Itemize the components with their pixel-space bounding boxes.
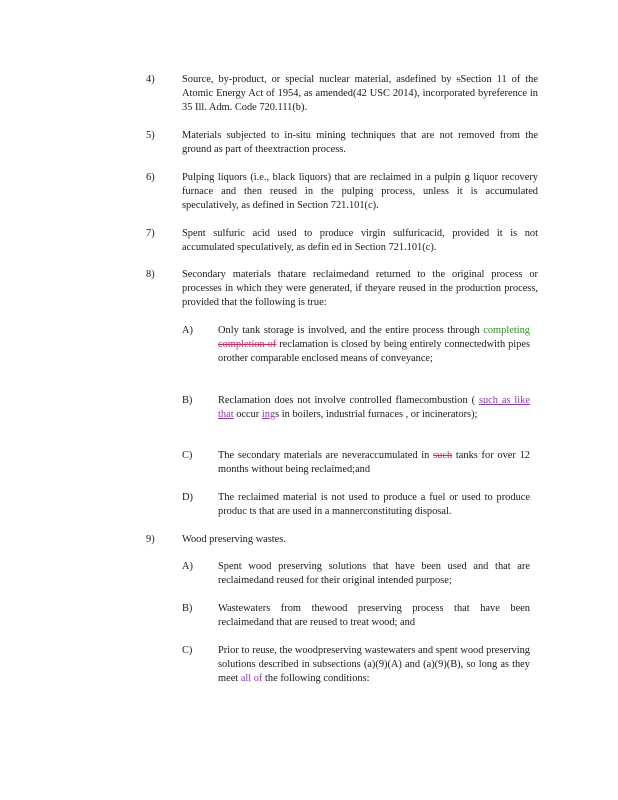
item-text: Wastewaters from thewood preserving process that have been reclaimedand that are reused to treat wood; and: [218, 603, 530, 628]
item-text-part: Section 11 of the Atomic Energy Act of 1954, as amended(42 USC 2014), incorporated byreference in 35 Ill. Adm. Code 720.111(b).: [182, 74, 538, 113]
item-number: 7): [146, 228, 155, 239]
item-text-part: reclamation is closed by being entirely connectedwith pipes orother comparable enclosed means of conveyance;: [218, 339, 530, 364]
inserted-text: ing: [261, 409, 276, 420]
item-number: D): [182, 492, 193, 503]
item-text: Spent sulfuric acid used to produce virgin sulfuricacid, provided it is not accumulated speculatively, as defin ed in Section 721.101(c).: [182, 228, 538, 253]
item-text-part: Source, by-product, or special nuclear material, asdefined by: [182, 74, 457, 85]
item-text: The reclaimed material is not used to produce a fuel or used to produce produc ts that are used in a mannerconstituting disposal.: [218, 492, 530, 517]
item-text: Secondary materials thatare reclaimedand returned to the original process or processes in which they were generated, if theyare reused in the production process, provided that the following is true:: [182, 269, 538, 308]
item-text-part: occur: [233, 409, 262, 420]
item-text: [218, 449, 530, 477]
item-number: B): [182, 395, 193, 406]
item-text-part: s in boilers, industrial furnaces , or incinerators);: [275, 409, 478, 420]
deleted-text: s: [456, 74, 461, 85]
item-text: Materials subjected to in-situ mining techniques that are not removed from the ground as part of theextraction process.: [182, 130, 538, 155]
item-number: 9): [146, 534, 155, 545]
item-text: [218, 324, 530, 366]
inserted-text: all of: [240, 673, 263, 684]
deleted-text: completion of: [218, 339, 277, 350]
item-number: A): [182, 561, 193, 572]
item-number: 5): [146, 130, 155, 141]
item-text-part: tanks for over 12 months without being reclaimed;and: [218, 450, 530, 475]
item-text: [218, 394, 530, 422]
deleted-text: such: [433, 450, 453, 461]
item-number: 4): [146, 74, 155, 85]
item-text-part: Reclamation does not involve controlled flamecombustion (: [218, 395, 479, 406]
inserted-text: completing: [483, 325, 530, 336]
item-text: [218, 644, 530, 686]
item-text: Pulping liquors (i.e., black liquors) that are reclaimed in a pulpin g liquor recovery furnace and then reused in the pulping process, unless it is accumulated speculatively, as defined in Section 721.101(c).: [182, 172, 538, 211]
item-number: B): [182, 603, 193, 614]
item-text: Spent wood preserving solutions that have been used and that are reclaimedand reused for their original intended purpose;: [218, 561, 530, 586]
item-number: 6): [146, 172, 155, 183]
item-number: C): [182, 450, 193, 461]
item-text-part: the following conditions:: [262, 673, 370, 684]
item-number: A): [182, 325, 193, 336]
inserted-text: such as like that: [218, 395, 530, 420]
item-text-part: Prior to reuse, the woodpreserving wastewaters and spent wood preserving solutions described in subsections (a)(9)(A) and (a)(9)(B), so long as they meet: [218, 645, 530, 684]
item-number: C): [182, 645, 193, 656]
item-text: [182, 73, 538, 115]
item-number: 8): [146, 269, 155, 280]
item-text-part: Only tank storage is involved, and the entire process through: [218, 325, 484, 336]
item-text-part: The secondary materials are neveraccumulated in: [218, 450, 434, 461]
item-text: Wood preserving wastes.: [182, 534, 286, 545]
